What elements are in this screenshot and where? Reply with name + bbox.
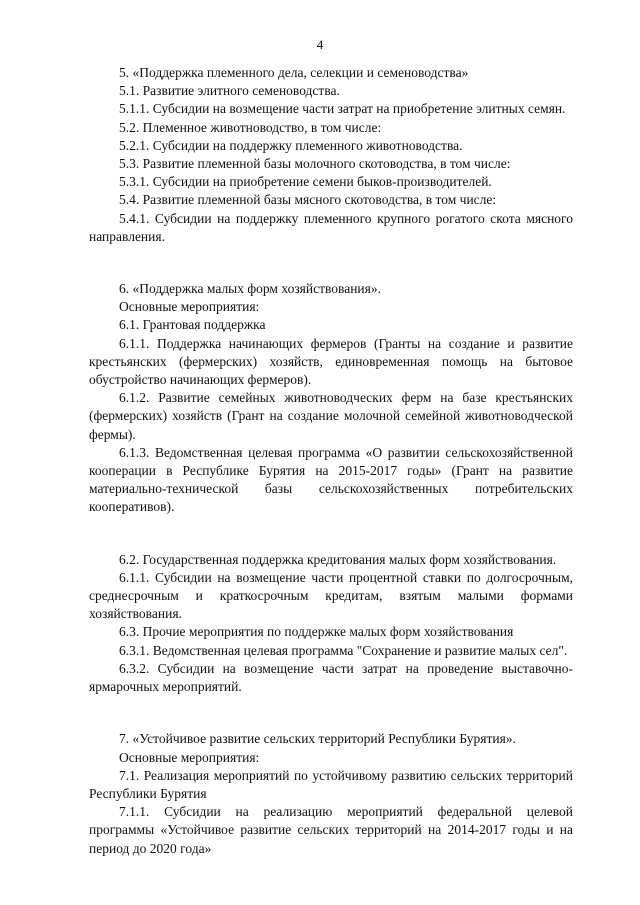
- section-spacer: [89, 264, 573, 280]
- section-heading: 6. «Поддержка малых форм хозяйствования».: [119, 281, 381, 297]
- paragraph: 6.3. Прочие мероприятия по поддержке малых форм хозяйствования: [119, 624, 514, 640]
- paragraph: 5.2.1. Субсидии на поддержку племенного животноводства.: [119, 137, 463, 153]
- paragraph: 5.1. Развитие элитного семеноводства.: [119, 83, 340, 99]
- paragraph: 7.1. Реализация мероприятий по устойчивому развитию сельских территорий Республики Бурятия: [89, 767, 573, 801]
- section-spacer: [89, 714, 573, 730]
- paragraph: 6.1.1. Субсидии на возмещение части процентной ставки по долгосрочным, среднесрочным и краткосрочным кредитам, взятым малыми формами хозяйствования.: [89, 569, 573, 622]
- paragraph: 7.1.1. Субсидии на реализацию мероприятий федеральной целевой программы «Устойчивое развитие сельских территорий на 2014-2017 годы и на период до 2020 года»: [89, 804, 573, 856]
- page-number: 4: [316, 37, 324, 52]
- paragraph: 6.1.3. Ведомственная целевая программа «О развитии сельскохозяйственной кооперации в Республике Бурятия на 2015-2017 годы» (Грант на развитие материально-технической базы сельскохозяйственных потребительских кооперативов).: [89, 444, 573, 515]
- paragraph: 5.3. Развитие племенной базы молочного скотоводства, в том числе:: [119, 156, 511, 172]
- paragraph: 6.1.2. Развитие семейных животноводческих ферм на базе крестьянских (фермерских) хозяйств (Грант на создание молочной семейной животноводческой фермы).: [89, 390, 573, 442]
- paragraph: 5.1.1. Субсидии на возмещение части затрат на приобретение элитных семян.: [119, 101, 566, 117]
- section-spacer: [89, 696, 573, 714]
- paragraph: 6.3.1. Ведомственная целевая программа "Сохранение и развитие малых сел".: [119, 642, 568, 658]
- paragraph: 6.1.1. Поддержка начинающих фермеров (Гранты на создание и развитие крестьянских (фермерских) хозяйств, единовременная помощь на бытовое обустройство начинающих фермеров).: [89, 335, 573, 388]
- paragraph: 5.4.1. Субсидии на поддержку племенного крупного рогатого скота мясного направления.: [89, 210, 573, 244]
- paragraph: Основные мероприятия:: [119, 299, 260, 315]
- section-heading: 5. «Поддержка племенного дела, селекции и семеноводства»: [119, 65, 469, 80]
- paragraph: 5.2. Племенное животноводство, в том числе:: [119, 119, 382, 135]
- paragraph: 5.3.1. Субсидии на приобретение семени быков-производителей.: [119, 174, 492, 190]
- paragraph: 5.4. Развитие племенной базы мясного скотоводства, в том числе:: [119, 192, 497, 208]
- paragraph: 6.1. Грантовая поддержка: [119, 317, 266, 333]
- section-heading: 6.2. Государственная поддержка кредитования малых форм хозяйствования.: [119, 551, 557, 567]
- document-body: [89, 64, 573, 858]
- section-spacer: [89, 535, 573, 551]
- paragraph: 6.3.2. Субсидии на возмещение части затрат на проведение выставочно-ярмарочных мероприятий.: [89, 660, 573, 695]
- paragraph: Основные мероприятия:: [119, 749, 260, 765]
- section-spacer: [89, 517, 573, 535]
- section-heading: 7. «Устойчивое развитие сельских территорий Республики Бурятия».: [119, 731, 516, 747]
- section-spacer: [89, 246, 573, 264]
